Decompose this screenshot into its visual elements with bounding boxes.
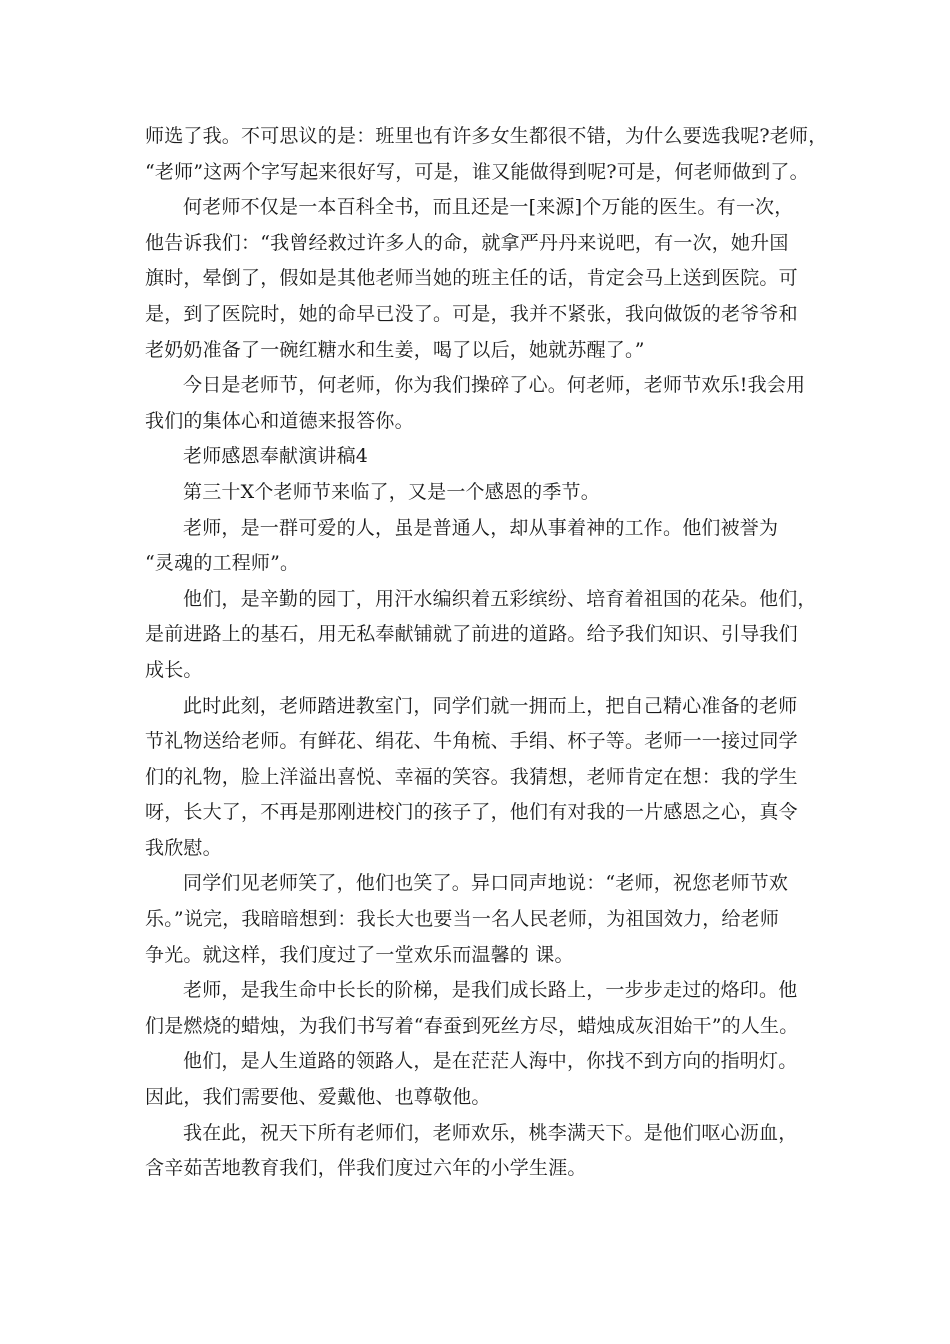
- text-line: 师选了我。不可思议的是：班里也有许多女生都很不错，为什么要选我呢?老师，: [145, 125, 828, 147]
- text-line: 我在此，祝天下所有老师们，老师欢乐，桃李满天下。是他们呕心沥血，: [183, 1121, 798, 1144]
- text-line: 乐。”说完，我暗暗想到：我长大也要当一名人民老师，为祖国效力，给老师: [145, 908, 780, 931]
- text-line: “灵魂的工程师”。: [145, 552, 300, 575]
- text-line: 今日是老师节，何老师，你为我们操碎了心。何老师，老师节欢乐!我会用: [183, 374, 806, 397]
- text-line: 们的礼物，脸上洋溢出喜悦、幸福的笑容。我猜想，老师肯定在想：我的学生: [145, 765, 798, 788]
- text-line: 呀，长大了，不再是那刚进校门的孩子了，他们有对我的一片感恩之心，真令: [145, 801, 798, 824]
- document-body: [145, 119, 828, 1187]
- text-line: 是，到了医院时，她的命早已没了。可是，我并不紧张，我向做饭的老爷爷和: [145, 302, 798, 325]
- text-line: “老师”这两个字写起来很好写，可是，谁又能做得到呢?可是，何老师做到了。: [145, 160, 809, 183]
- text-line: 同学们见老师笑了，他们也笑了。异口同声地说：“老师，祝您老师节欢: [183, 872, 789, 895]
- text-line: 我欣慰。: [145, 836, 222, 859]
- text-line: 他们，是人生道路的领路人，是在茫茫人海中，你找不到方向的指明灯。: [183, 1050, 798, 1073]
- text-line: 是前进路上的基石，用无私奉献铺就了前进的道路。给予我们知识、引导我们: [145, 623, 798, 646]
- text-line: 老师，是我生命中长长的阶梯，是我们成长路上，一步步走过的烙印。他: [183, 979, 798, 1002]
- text-line: 何老师不仅是一本百科全书，而且还是一[来源]个万能的医生。有一次，: [183, 196, 794, 219]
- text-line: 成长。: [145, 658, 203, 681]
- text-line: 他们，是辛勤的园丁，用汗水编织着五彩缤纷、培育着祖国的花朵。他们，: [183, 587, 817, 610]
- text-line: 第三十X个老师节来临了，又是一个感恩的季节。: [183, 480, 600, 503]
- text-line: 旗时，晕倒了，假如是其他老师当她的班主任的话，肯定会马上送到医院。可: [145, 267, 798, 290]
- text-line: 因此，我们需要他、爱戴他、也尊敬他。: [145, 1086, 491, 1109]
- text-line: 老师，是一群可爱的人，虽是普通人，却从事着神的工作。他们被誉为: [183, 516, 779, 539]
- text-line: 争光。就这样，我们度过了一堂欢乐而温馨的 课。: [145, 943, 574, 966]
- text-line: 老师感恩奉献演讲稿4: [183, 445, 369, 468]
- text-line: 节礼物送给老师。有鲜花、绢花、牛角梳、手绢、杯子等。老师一一接过同学: [145, 730, 798, 753]
- text-line: 含辛茹苦地教育我们，伴我们度过六年的小学生涯。: [145, 1157, 587, 1180]
- text-line: 他告诉我们：“我曾经救过许多人的命，就拿严丹丹来说吧，有一次，她升国: [145, 231, 789, 254]
- text-line: 我们的集体心和道德来报答你。: [145, 409, 414, 432]
- text-line: 们是燃烧的蜡烛，为我们书写着“春蚕到死丝方尽，蜡烛成灰泪始干”的人生。: [145, 1014, 799, 1037]
- text-line: 老奶奶准备了一碗红糖水和生姜，喝了以后，她就苏醒了。”: [145, 338, 645, 361]
- text-line: 此时此刻，老师踏进教室门，同学们就一拥而上，把自己精心准备的老师: [183, 694, 798, 717]
